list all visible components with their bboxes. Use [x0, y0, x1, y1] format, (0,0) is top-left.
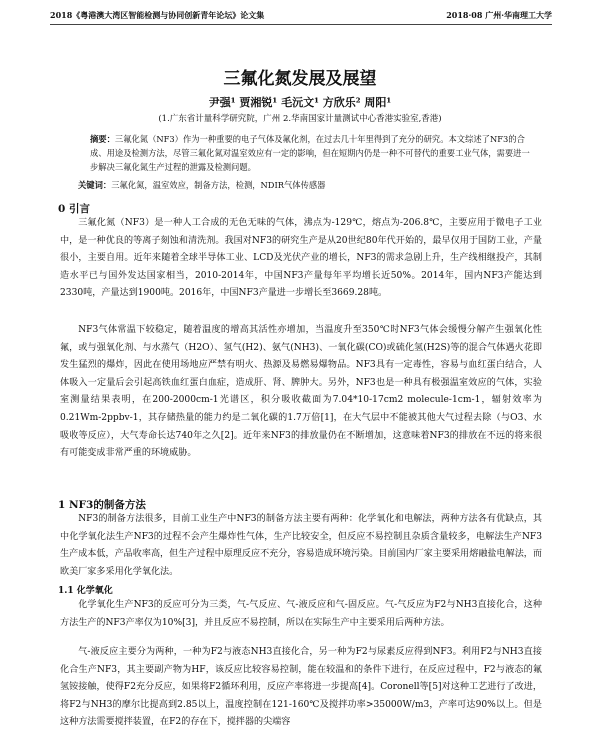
body-paragraph: 三氟化氮（NF3）是一种人工合成的无色无味的气体，沸点为-129℃，熔点为-206.8℃，主要应用于微电子工业中，是一种优良的等离子刻蚀和清洗剂。我国对NF3的研究生产是从20世纪80年代开始的，最早仅用于国防工业，产量很小，主要自用。近年来随着全球半导体工业、LCD及光伏产业的增长，NF3的需求急剧上升，生产线相继投产，其制造水平已与国外发达国家相当，2010-2014年，中国NF3产量每年平均增长近50%。2014年，国内NF3产能达到2330吨，产量达到1900吨。2016年，中国NF3产量进一步增长至3669.28吨。: [60, 218, 542, 299]
body-paragraph: NF3气体常温下较稳定，随着温度的增高其活性亦增加，当温度升至350℃时NF3气体会缓慢分解产生强氧化性氟，或与强氧化剂、与水蒸气（H2O）、氢气(H2)、氨气(NH3)、一氧化碳(CO)或硫化氢(H2S)等的混合气体遇火花即发生猛烈的爆炸，因此在使用场地应严禁有明火、热源及易燃易爆物品。NF3具有一定毒性，容易与血红蛋白结合，人体吸入一定量后会引起高铁血红蛋白血症，造成肝、肾、脾肿大。另外，NF3也是一种具有极强温室效应的气体，实验室测量结果表明，在200-2000cm-1光谱区，积分吸收截面为7.04*10-17cm2 molecule-1cm-1，辐射效率为0.21Wm-2ppbv-1，其存储热量的能力约是二氧化碳的1.7万倍[1]，在大气层中不能被其他大气过程去除（与O3、水吸收等反应），大气寿命长达740年之久[2]。近年来NF3的排放量仍在不断增加，这意味着NF3的排放在不远的将来很有可能变成非常严重的环境威胁。: [60, 325, 542, 459]
body-paragraph: 气-液反应主要分为两种，一种为F2与液态NH3直接化合，另一种为F2与尿素反应得到NF3。利用F2与NH3直接化合生产NF3，其主要副产物为HF，该反应比较容易控制，能在较温和的条件下进行，在反应过程中，F2与液态的氟氢铵接触，使得F2充分反应，如果将F2循环利用，反应产率将进一步提高[4]。Coronell等[5]对这种工艺进行了改进，将F2与NH3的摩尔比提高到2.85以上，温度控制在121-160℃及搅拌功率>35000W/m3，产率可达90%以上。但是这种方法需要搅拌装置，在F2的存在下，搅拌器的尖端容: [60, 647, 542, 728]
author-list: 尹强¹ 贾湘锐¹ 毛沅文¹ 方欣乐² 周阳¹: [208, 96, 392, 109]
keywords: [78, 179, 548, 191]
keywords-label: 关键词：: [78, 180, 112, 190]
abstract-text: 三氟化氮（NF3）作为一种重要的电子气体及氟化剂，在过去几十年里得到了充分的研究。本文综述了NF3的合成、用途及检测方法，尽管三氟化氮对温室效应有一定的影响，但在短期内仍是一种不可替代的重要工业气体，需要进一步解决三氟化氮生产过程的泄露及检测问题。: [90, 134, 530, 172]
running-header: [50, 8, 552, 25]
section-heading-preparation: 1 NF3的制备方法: [58, 499, 146, 511]
subsection-heading-chemical-oxidation: 1.1 化学氧化: [58, 586, 113, 596]
header-left: 2018《粤港澳大湾区智能检测与协同创新青年论坛》论文集: [50, 9, 265, 20]
body-paragraph: NF3的制备方法很多，目前工业生产中NF3的制备方法主要有两种：化学氧化和电解法，两种方法各有优缺点，其中化学氧化法生产NF3的过程不会产生爆炸性气体，生产比较安全，但反应不易控制且杂质含量较多，电解法生产NF3生产成本低，产品收率高，但生产过程中原理反应不充分，容易造成环境污染。目前国内厂家主要采用熔融盐电解法，而欧美厂家多采用化学氧化法。: [60, 514, 542, 577]
abstract: [90, 132, 538, 174]
affiliation: (1.广东省计量科学研究院，广州 2.华南国家计量测试中心香港实验室,香港): [158, 114, 442, 124]
body-paragraph: 化学氧化生产NF3的反应可分为三类，气-气反应、气-液反应和气-固反应。气-气反应为F2与NH3直接化合，这种方法生产的NF3产率仅为10%[3]，并且反应不易控制，所以在实际生产中主要采用后两种方法。: [60, 600, 542, 628]
header-right: 2018·08 广州·华南理工大学: [446, 9, 552, 20]
keywords-text: 三氟化氮，温室效应，制备方法，检测，NDIR气体传感器: [111, 180, 326, 190]
abstract-label: 摘要：: [90, 134, 115, 144]
section-heading-intro: 0 引言: [58, 203, 90, 215]
paper-title: 三氟化氮发展及展望: [223, 69, 377, 89]
